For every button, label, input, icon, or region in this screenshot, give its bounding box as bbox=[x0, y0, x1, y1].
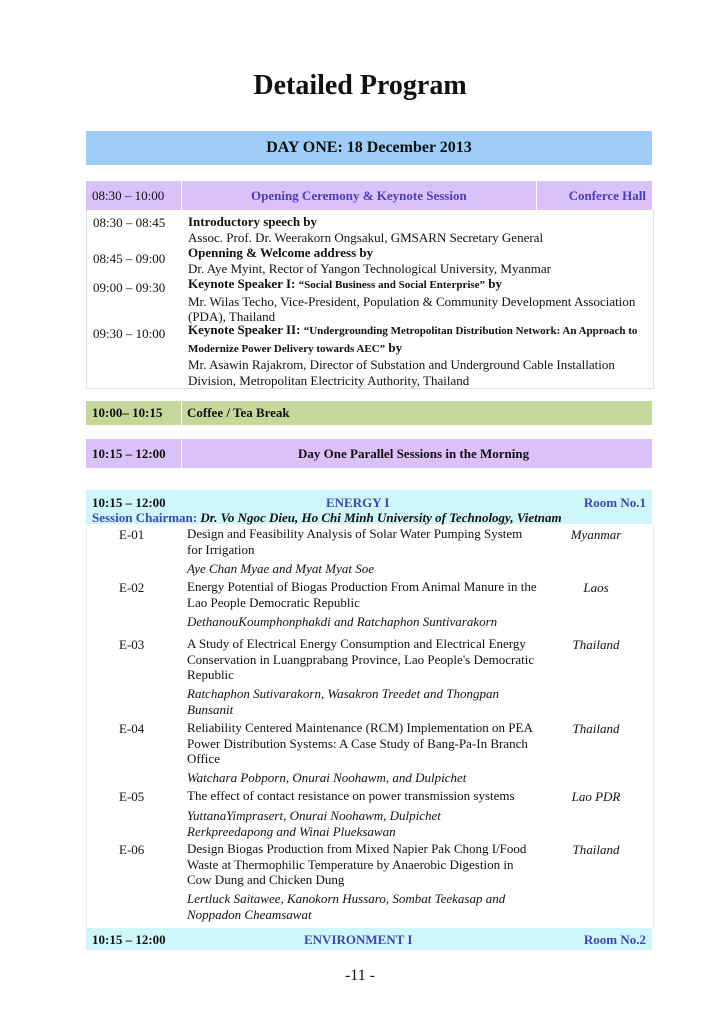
paper-code: E-06 bbox=[119, 842, 145, 857]
item-heading-end: by bbox=[385, 339, 403, 355]
item-heading: Keynote Speaker II: bbox=[188, 322, 304, 337]
program-item bbox=[188, 276, 648, 325]
paper-authors: Ratchaphon Sutivarakorn, Wasakron Treedet and Thongpan Bunsanit bbox=[187, 686, 499, 717]
paper-authors: Aye Chan Myae and Myat Myat Soe bbox=[187, 561, 374, 576]
day-heading-band bbox=[86, 131, 652, 165]
item-quote: “Undergrounding Metropolitan Distribution Network: An Approach to Modernize Power Delivery towards AEC” bbox=[188, 325, 638, 355]
session-time: 10:15 – 12:00 bbox=[92, 932, 166, 947]
item-speaker: Assoc. Prof. Dr. Weerakorn Ongsakul, GMSARN Secretary General bbox=[188, 229, 544, 245]
opening-items bbox=[86, 210, 654, 389]
paper-authors: DethanouKoumphonphakdi and Ratchaphon Suntivarakorn bbox=[187, 614, 498, 629]
paper-country: Laos bbox=[583, 580, 609, 595]
parallel-sessions-band bbox=[86, 439, 652, 468]
item-time: 08:45 – 09:00 bbox=[93, 251, 166, 266]
paper-authors: Lertluck Saitawee, Kanokorn Hussaro, Sombat Teekasap and Noppadon Cheamsawat bbox=[187, 891, 506, 922]
paper-title: Energy Potential of Biogas Production From Animal Manure in the Lao People Democratic Republic bbox=[187, 579, 537, 610]
item-time: 08:30 – 08:45 bbox=[93, 215, 166, 230]
program-item bbox=[188, 322, 648, 388]
paper-code: E-02 bbox=[119, 580, 145, 595]
session-time: 10:15 – 12:00 bbox=[92, 495, 166, 510]
item-heading: Introductory speech by bbox=[188, 214, 318, 229]
opening-venue: Conferce Hall bbox=[568, 188, 646, 203]
item-speaker: Dr. Aye Myint, Rector of Yangon Technological University, Myanmar bbox=[188, 260, 551, 276]
paper-code: E-01 bbox=[119, 527, 145, 542]
paper-country: Thailand bbox=[572, 842, 620, 857]
page-number: -11 - bbox=[344, 967, 376, 984]
item-heading: Keynote Speaker I: bbox=[188, 276, 299, 291]
item-heading: Openning & Welcome address by bbox=[188, 245, 374, 260]
program-item bbox=[188, 245, 648, 276]
item-time: 09:30 – 10:00 bbox=[93, 326, 166, 341]
divider bbox=[181, 439, 182, 468]
paper-title: The effect of contact resistance on power transmission systems bbox=[187, 788, 515, 803]
program-item bbox=[188, 214, 648, 245]
divider bbox=[181, 181, 182, 210]
session-room: Room No.1 bbox=[583, 495, 646, 510]
paper-authors: Watchara Pobporn, Onurai Noohawm, and Dulpichet bbox=[187, 770, 467, 785]
chair-label: Session Chairman: bbox=[92, 510, 198, 525]
session-name: ENERGY I bbox=[326, 495, 390, 510]
coffee-label: Coffee / Tea Break bbox=[187, 405, 290, 420]
paper-title: A Study of Electrical Energy Consumption and Electrical Energy Conservation in Luangprabang Province, Lao People's Democratic Republic bbox=[187, 636, 535, 682]
paper-title: Reliability Centered Maintenance (RCM) Implementation on PEA Power Distribution Systems: A Case Study of Bang-Pa-In Branch Office bbox=[187, 720, 533, 766]
coffee-time: 10:00– 10:15 bbox=[92, 405, 163, 420]
parallel-time: 10:15 – 12:00 bbox=[92, 446, 166, 461]
coffee-break-band bbox=[86, 401, 652, 425]
opening-title: Opening Ceremony & Keynote Session bbox=[251, 188, 467, 203]
item-heading-end: by bbox=[485, 276, 503, 291]
paper-country: Thailand bbox=[572, 721, 620, 736]
paper-code: E-04 bbox=[119, 721, 145, 736]
parallel-label: Day One Parallel Sessions in the Morning bbox=[298, 446, 530, 461]
paper-code: E-05 bbox=[119, 789, 145, 804]
paper-code: E-03 bbox=[119, 637, 145, 652]
item-speaker: Mr. Asawin Rajakrom, Director of Substation and Underground Cable Installation Division, Metropolitan Electricity Authority, Thailand bbox=[188, 357, 615, 388]
item-speaker: Mr. Wilas Techo, Vice-President, Population & Community Development Association (PDA), Thailand bbox=[188, 293, 636, 324]
energy-session-header bbox=[86, 490, 652, 524]
divider bbox=[181, 401, 182, 425]
paper-country: Thailand bbox=[572, 637, 620, 652]
paper-country: Myanmar bbox=[570, 527, 622, 542]
page-title: Detailed Program bbox=[253, 70, 467, 101]
session-room: Room No.2 bbox=[583, 932, 646, 947]
day-heading: DAY ONE: 18 December 2013 bbox=[266, 139, 472, 156]
environment-session-header bbox=[86, 928, 652, 950]
chair-name: Dr. Vo Ngoc Dieu, Ho Chi Minh University of Technology, Vietnam bbox=[197, 510, 562, 525]
opening-time: 08:30 – 10:00 bbox=[92, 188, 165, 203]
divider bbox=[536, 181, 537, 210]
paper-title: Design and Feasibility Analysis of Solar Water Pumping System for Irrigation bbox=[187, 526, 523, 557]
paper-authors: YuttanaYimprasert, Onurai Noohawm, Dulpichet Rerkpreedapong and Winai Plueksawan bbox=[187, 808, 441, 839]
item-quote: “Social Business and Social Enterprise” bbox=[298, 279, 486, 291]
opening-session-band bbox=[86, 181, 652, 210]
session-name: ENVIRONMENT I bbox=[304, 932, 413, 947]
paper-country: Lao PDR bbox=[571, 789, 621, 804]
item-time: 09:00 – 09:30 bbox=[93, 280, 166, 295]
paper-title: Design Biogas Production from Mixed Napier Pak Chong I/Food Waste at Thermophilic Temperature by Anaerobic Digestion in Cow Dung and Chicken Dung bbox=[187, 841, 527, 887]
